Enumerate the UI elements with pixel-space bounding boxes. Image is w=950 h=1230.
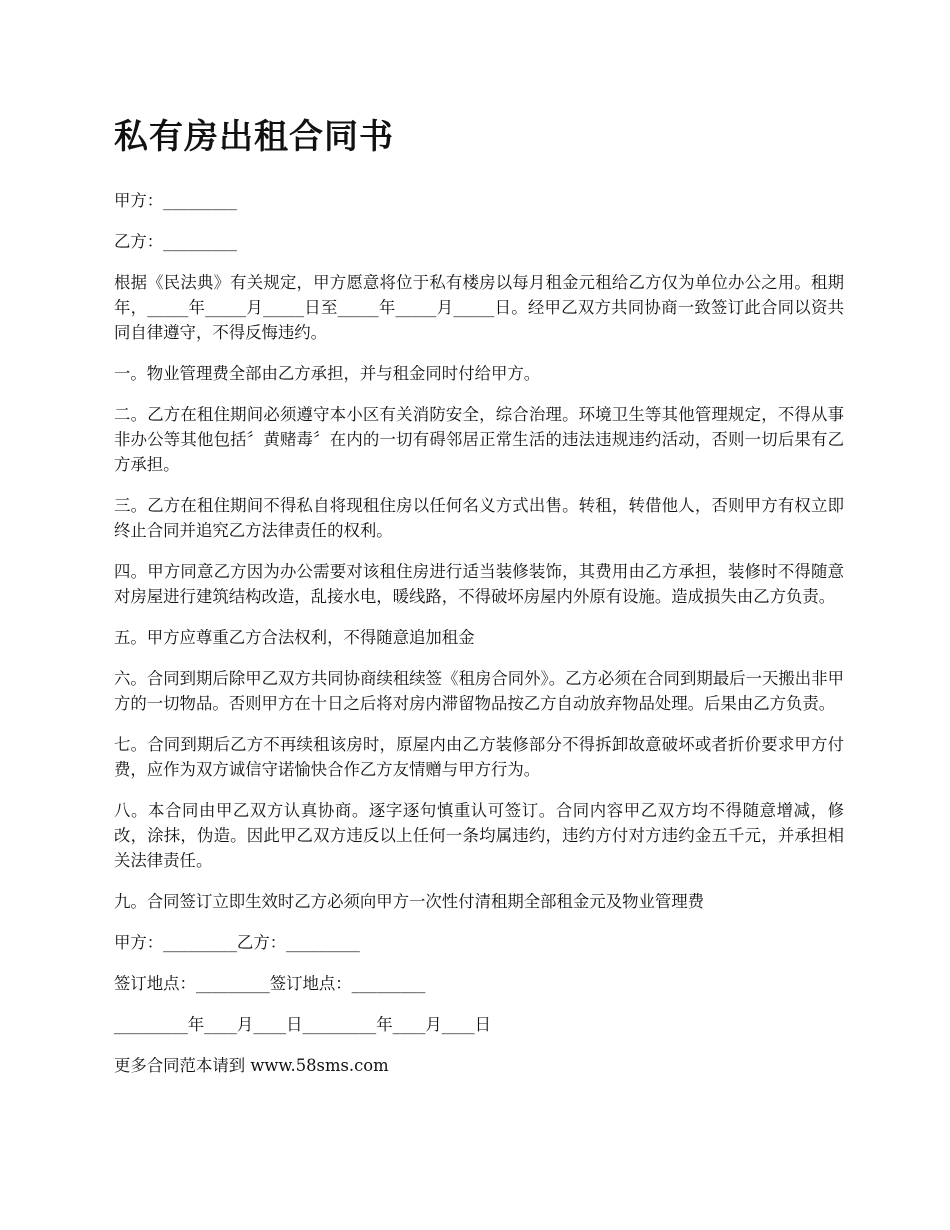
clause-6: 六。合同到期后除甲乙双方共同协商续租续签《租房合同外》。乙方必须在合同到期最后一天搬出非甲方的一切物品。否则甲方在十日之后将对房内滞留物品按乙方自动放弃物品处理。后果由乙方负责。 <box>114 669 844 713</box>
signing-location-line: 签订地点：_________签订地点：_________ <box>114 974 426 993</box>
clause-5: 五。甲方应尊重乙方合法权利，不得随意追加租金 <box>114 628 475 647</box>
clause-3: 三。乙方在租住期间不得私自将现租住房以任何名义方式出售。转租，转借他人，否则甲方有权立即终止合同并追究乙方法律责任的权利。 <box>114 496 844 540</box>
clause-8: 八。本合同由甲乙双方认真协商。逐字逐句慎重认可签订。合同内容甲乙双方均不得随意增减，修改，涂抹，伪造。因此甲乙双方违反以上任何一条均属违约，违约方付对方违约金五千元，并承担相关法律责任。 <box>114 801 844 870</box>
clause-2: 二。乙方在租住期间必须遵守本小区有关消防安全，综合治理。环境卫生等其他管理规定，不得从事非办公等其他包括〞黄赌毒〞在内的一切有碍邻居正常生活的违法违规违约活动，否则一切后果有乙方承担。 <box>114 405 844 474</box>
contract-document <box>114 112 844 1094</box>
clause-1: 一。物业管理费全部由乙方承担，并与租金同时付给甲方。 <box>114 364 541 383</box>
party-b-line: 乙方：_________ <box>114 232 237 251</box>
footer-note: 更多合同范本请到 www.58sms.com <box>114 1056 389 1075</box>
clause-4: 四。甲方同意乙方因为办公需要对该租住房进行适当装修装饰，其费用由乙方承担，装修时不得随意对房屋进行建筑结构改造，乱接水电，暖线路，不得破坏房屋内外原有设施。造成损失由乙方负责。 <box>114 562 844 606</box>
clause-9: 九。合同签订立即生效时乙方必须向甲方一次性付清租期全部租金元及物业管理费 <box>114 892 705 911</box>
intro-paragraph: 根据《民法典》有关规定，甲方愿意将位于私有楼房以每月租金元租给乙方仅为单位办公之用。租期年，_____年_____月_____日至_____年_____月_____日。经甲乙双方共同协商一致签订此合同以资共同自律遵守，不得反悔违约。 <box>114 273 844 342</box>
party-a-line: 甲方：_________ <box>114 191 237 210</box>
signing-date-line: _________年____月____日_________年____月____日 <box>114 1015 491 1034</box>
clause-7: 七。合同到期后乙方不再续租该房时，原屋内由乙方装修部分不得拆卸故意破坏或者折价要求甲方付费，应作为双方诚信守诺愉快合作乙方友情赠与甲方行为。 <box>114 735 844 779</box>
document-title: 私有房出租合同书 <box>114 117 394 157</box>
signature-line: 甲方：_________乙方：_________ <box>114 933 360 952</box>
